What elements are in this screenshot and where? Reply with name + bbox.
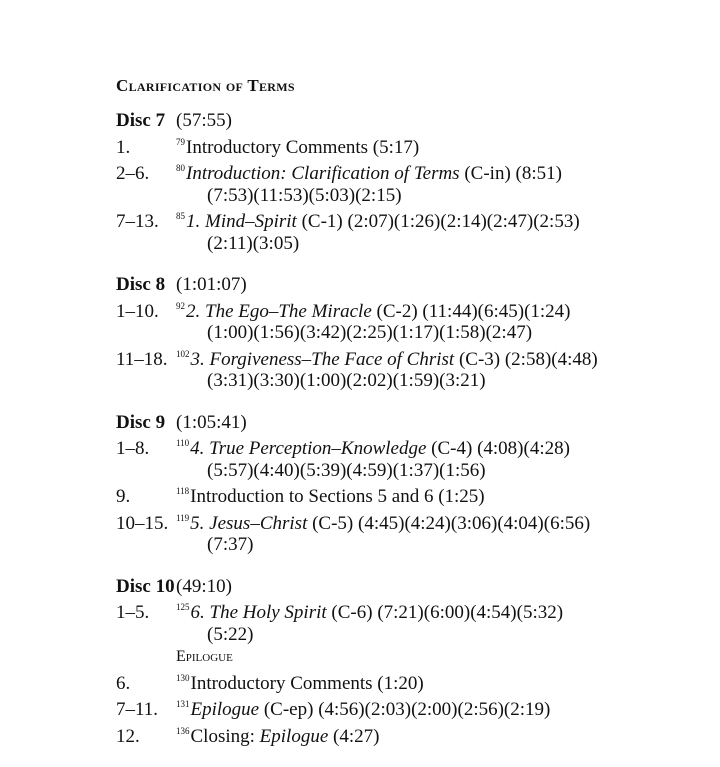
entry-text: Introductory Comments (5:17) bbox=[186, 136, 420, 158]
entry-line bbox=[116, 132, 696, 159]
entry-number: 10–15. bbox=[116, 512, 169, 534]
entry-text: (C-6) (7:21)(6:00)(4:54)(5:32) bbox=[326, 602, 564, 623]
entry-continuation: (7:53)(11:53)(5:03)(2:15) bbox=[207, 184, 402, 206]
page-reference: 80 bbox=[176, 163, 185, 173]
entry-line bbox=[116, 668, 696, 695]
disc-duration: (57:55) bbox=[176, 110, 232, 131]
disc-block bbox=[116, 274, 696, 392]
page-reference: 85 bbox=[176, 211, 185, 221]
entry-line bbox=[116, 481, 696, 508]
page-reference: 110 bbox=[176, 438, 190, 448]
entry-title: 1. Mind–Spirit bbox=[186, 211, 297, 232]
entry-line bbox=[116, 296, 696, 323]
entry-number: 2–6. bbox=[116, 163, 150, 184]
entry-number: 1. bbox=[116, 136, 131, 158]
page-reference: 131 bbox=[176, 699, 190, 709]
entry-title: Epilogue bbox=[259, 725, 329, 747]
entry-number: 1–10. bbox=[116, 300, 159, 322]
entry-line bbox=[116, 694, 696, 721]
entry-number: 12. bbox=[116, 725, 140, 747]
entry-line bbox=[116, 158, 696, 185]
entry-title: 4. True Perception–Knowledge bbox=[190, 438, 427, 459]
page-reference: 125 bbox=[176, 602, 190, 612]
page-reference: 118 bbox=[176, 486, 190, 496]
entry-text: (C-5) (4:45)(4:24)(3:06)(4:04)(6:56) bbox=[307, 512, 591, 534]
page-reference: 79 bbox=[176, 136, 185, 147]
entry-line bbox=[116, 433, 696, 460]
entry-continuation: (5:57)(4:40)(5:39)(4:59)(1:37)(1:56) bbox=[207, 459, 486, 481]
entry-text: (C-2) (11:44)(6:45)(1:24) bbox=[371, 300, 571, 322]
entry-number: 1–5. bbox=[116, 602, 150, 623]
entry-line bbox=[116, 206, 696, 233]
page-reference: 130 bbox=[176, 672, 190, 683]
entry-number: 1–8. bbox=[116, 438, 150, 459]
disc-block bbox=[116, 110, 696, 254]
entry-text: (C-in) (8:51) bbox=[459, 163, 562, 184]
entry-line bbox=[116, 597, 696, 624]
subheading bbox=[116, 645, 696, 668]
entry-continuation: (3:31)(3:30)(1:00)(2:02)(1:59)(3:21) bbox=[207, 370, 486, 391]
entry-number: 7–11. bbox=[116, 699, 159, 720]
entry-title: 6. The Holy Spirit bbox=[190, 602, 327, 623]
disc-list bbox=[116, 110, 696, 747]
entry-text: Introduction to Sections 5 and 6 (1:25) bbox=[190, 486, 485, 507]
disc-header bbox=[116, 412, 696, 434]
disc-block bbox=[116, 412, 696, 556]
page-reference: 102 bbox=[176, 348, 190, 359]
disc-label: Disc 10 bbox=[116, 575, 175, 597]
subheading-text: Epilogue bbox=[176, 648, 233, 665]
entry-number: 9. bbox=[116, 486, 131, 507]
entry-number: 6. bbox=[116, 672, 131, 694]
disc-header bbox=[116, 110, 696, 132]
page bbox=[116, 76, 696, 767]
entry-title: Introduction: Clarification of Terms bbox=[186, 163, 460, 184]
entry-text: (C-1) (2:07)(1:26)(2:14)(2:47)(2:53) bbox=[296, 211, 580, 232]
entry-line bbox=[116, 508, 696, 535]
entry-text: (C-4) (4:08)(4:28) bbox=[426, 438, 570, 459]
entry-text: (C-ep) (4:56)(2:03)(2:00)(2:56)(2:19) bbox=[259, 699, 551, 720]
entry-line bbox=[116, 344, 696, 371]
disc-duration: (1:01:07) bbox=[176, 274, 247, 295]
entry-text: (C-3) (2:58)(4:48) bbox=[454, 348, 598, 370]
disc-block bbox=[116, 576, 696, 748]
disc-label: Disc 7 bbox=[116, 110, 166, 131]
page-reference: 92 bbox=[176, 300, 185, 311]
entry-text: (4:27) bbox=[328, 725, 380, 747]
disc-duration: (1:05:41) bbox=[176, 411, 247, 433]
entry-continuation: (1:00)(1:56)(3:42)(2:25)(1:17)(1:58)(2:47) bbox=[207, 322, 533, 343]
disc-header bbox=[116, 576, 696, 598]
entry-continuation: (2:11)(3:05) bbox=[207, 232, 300, 254]
page-reference: 119 bbox=[176, 512, 190, 523]
entry-title: 3. Forgiveness–The Face of Christ bbox=[190, 348, 455, 370]
entry-text: Introductory Comments (1:20) bbox=[190, 672, 424, 694]
disc-duration: (49:10) bbox=[176, 575, 232, 597]
entry-number: 7–13. bbox=[116, 211, 159, 232]
section-title: Clarification of Terms bbox=[116, 76, 295, 95]
entry-title: Epilogue bbox=[190, 699, 260, 720]
disc-label: Disc 9 bbox=[116, 411, 166, 433]
page-reference: 136 bbox=[176, 725, 190, 736]
entry-title: 2. The Ego–The Miracle bbox=[186, 300, 372, 322]
entry-continuation: (5:22) bbox=[207, 623, 254, 645]
entry-continuation: (7:37) bbox=[207, 534, 254, 555]
disc-label: Disc 8 bbox=[116, 274, 166, 295]
disc-header bbox=[116, 274, 696, 296]
entry-number: 11–18. bbox=[116, 348, 168, 370]
entry-prefix: Closing: bbox=[190, 725, 260, 747]
entry-line bbox=[116, 721, 696, 748]
entry-title: 5. Jesus–Christ bbox=[190, 512, 308, 534]
